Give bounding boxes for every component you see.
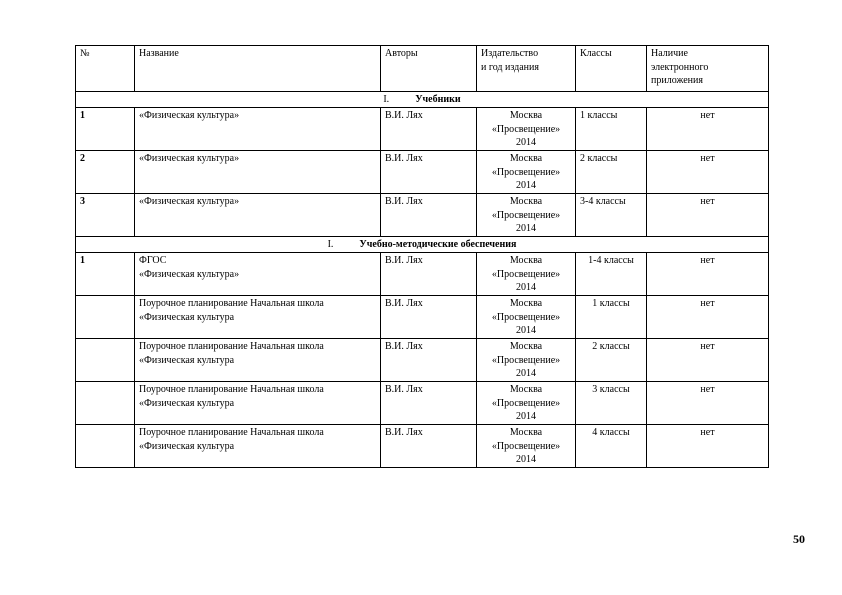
row-electronic: нет	[647, 194, 769, 237]
row-num	[76, 382, 135, 425]
section-title: Учебники	[415, 94, 461, 105]
row-publisher: Москва «Просвещение» 2014	[477, 253, 576, 296]
section-roman: I.	[327, 239, 334, 250]
row-classes: 3-4 классы	[576, 194, 647, 237]
table-row	[76, 296, 769, 339]
section-title: Учебно-методические обеспечения	[359, 239, 517, 250]
row-author: В.И. Лях	[381, 296, 477, 339]
section-heading	[76, 237, 769, 253]
header-row	[76, 46, 769, 92]
row-author: В.И. Лях	[381, 382, 477, 425]
row-num: 2	[76, 151, 135, 194]
row-electronic: нет	[647, 253, 769, 296]
row-electronic: нет	[647, 108, 769, 151]
table-row	[76, 151, 769, 194]
table-row	[76, 382, 769, 425]
row-title: ФГОС «Физическая культура»	[135, 253, 381, 296]
row-electronic: нет	[647, 425, 769, 468]
header-electronic: Наличие электронного приложения	[647, 46, 769, 92]
row-publisher: Москва «Просвещение» 2014	[477, 151, 576, 194]
row-publisher: Москва «Просвещение» 2014	[477, 382, 576, 425]
row-num	[76, 425, 135, 468]
row-title: Поурочное планирование Начальная школа «Физическая культура	[135, 382, 381, 425]
header-num: №	[76, 46, 135, 92]
row-classes: 2 классы	[576, 339, 647, 382]
row-classes: 3 классы	[576, 382, 647, 425]
row-publisher: Москва «Просвещение» 2014	[477, 194, 576, 237]
table-row	[76, 253, 769, 296]
row-author: В.И. Лях	[381, 425, 477, 468]
row-title: «Физическая культура»	[135, 194, 381, 237]
row-classes: 1-4 классы	[576, 253, 647, 296]
row-classes: 4 классы	[576, 425, 647, 468]
header-classes: Классы	[576, 46, 647, 92]
row-classes: 1 классы	[576, 108, 647, 151]
row-title: Поурочное планирование Начальная школа «Физическая культура	[135, 339, 381, 382]
header-authors: Авторы	[381, 46, 477, 92]
row-num	[76, 339, 135, 382]
row-publisher: Москва «Просвещение» 2014	[477, 339, 576, 382]
row-title: «Физическая культура»	[135, 108, 381, 151]
row-author: В.И. Лях	[381, 151, 477, 194]
section-row-textbooks	[76, 92, 769, 108]
section-row-methodical	[76, 237, 769, 253]
row-classes: 2 классы	[576, 151, 647, 194]
table-row	[76, 425, 769, 468]
row-num: 1	[76, 253, 135, 296]
header-title: Название	[135, 46, 381, 92]
row-num: 3	[76, 194, 135, 237]
table-row	[76, 108, 769, 151]
row-title: Поурочное планирование Начальная школа «Физическая культура	[135, 296, 381, 339]
row-electronic: нет	[647, 339, 769, 382]
row-publisher: Москва «Просвещение» 2014	[477, 425, 576, 468]
row-classes: 1 классы	[576, 296, 647, 339]
row-title: «Физическая культура»	[135, 151, 381, 194]
row-author: В.И. Лях	[381, 339, 477, 382]
row-num	[76, 296, 135, 339]
header-publisher: Издательство и год издания	[477, 46, 576, 92]
row-author: В.И. Лях	[381, 253, 477, 296]
row-title: Поурочное планирование Начальная школа «Физическая культура	[135, 425, 381, 468]
row-publisher: Москва «Просвещение» 2014	[477, 108, 576, 151]
row-electronic: нет	[647, 382, 769, 425]
table-row	[76, 339, 769, 382]
row-electronic: нет	[647, 151, 769, 194]
row-publisher: Москва «Просвещение» 2014	[477, 296, 576, 339]
page-number: 50	[793, 532, 805, 546]
row-electronic: нет	[647, 296, 769, 339]
row-num: 1	[76, 108, 135, 151]
section-heading	[76, 92, 769, 108]
section-roman: I.	[383, 94, 390, 105]
row-author: В.И. Лях	[381, 108, 477, 151]
literature-table	[75, 45, 769, 468]
row-author: В.И. Лях	[381, 194, 477, 237]
table-row	[76, 194, 769, 237]
